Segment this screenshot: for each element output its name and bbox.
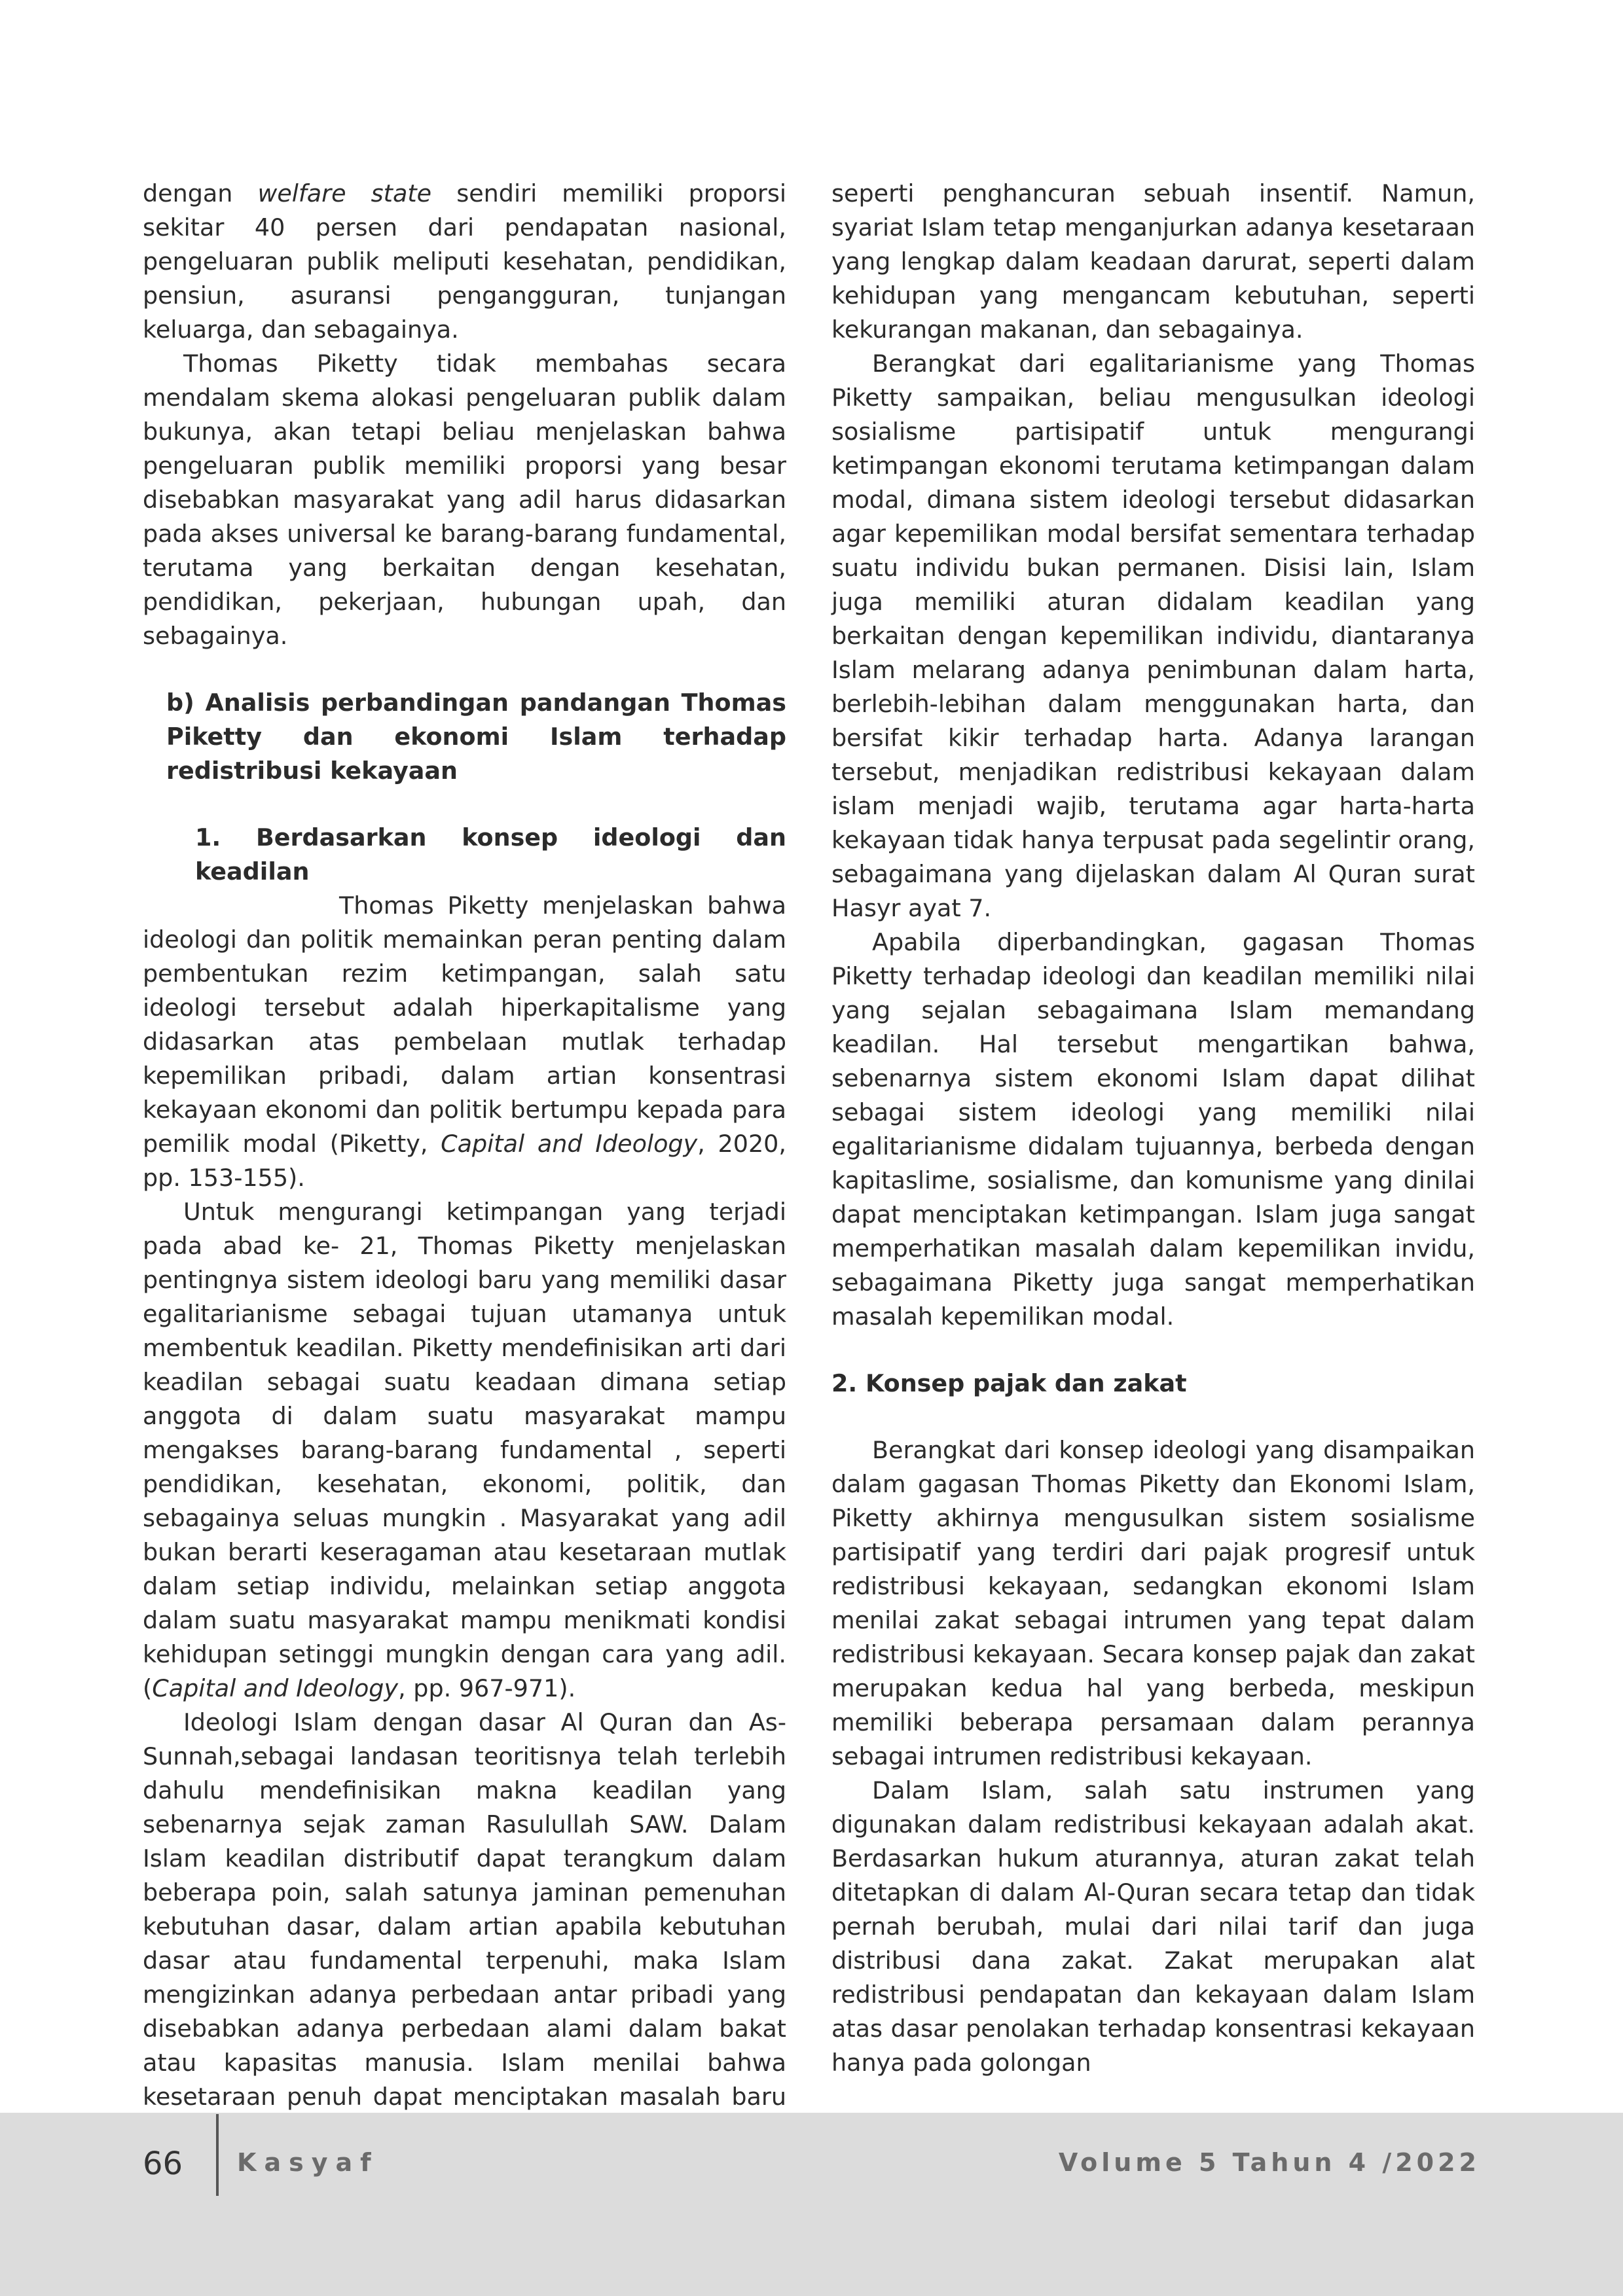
right-column — [831, 177, 1475, 2080]
section-heading-b: b) Analisis perbandingan pandangan Thomas Piketty dan ekonomi Islam terhadap redistribusi kekayaan — [166, 689, 786, 785]
italic-citation: Capital and Ideology — [152, 1674, 399, 1702]
journal-name: Kasyaf — [237, 2148, 379, 2177]
italic-citation: Capital and Ideology — [441, 1130, 698, 1158]
footer-divider — [216, 2114, 219, 2196]
text-run: Thomas Piketty menjelaskan bahwa ideologi dan politik memainkan peran penting dalam pembentukan rezim ketimpangan, salah satu ideologi tersebut adalah hiperkapitalisme yang didasarkan atas pembelaan mutlak terhadap kepemilikan pribadi, dalam artian konsentrasi kekayaan ekonomi dan politik bertumpu kepada para pemilik modal (Piketty, — [143, 891, 786, 1158]
footer-bar — [0, 2113, 1623, 2296]
text-run: , 2020, pp. 153-155). — [143, 1130, 786, 1192]
volume-info: Volume 5 Tahun 4 /2022 — [1058, 2148, 1480, 2177]
subsection-heading-2: 2. Konsep pajak dan zakat — [831, 1369, 1187, 1397]
left-paragraph-5: Ideologi Islam dengan dasar Al Quran dan As-Sunnah,sebagai landasan teoritisnya telah terlebih dahulu mendefinisikan makna keadilan yang sebenarnya sejak zaman Rasulullah SAW. Dalam Islam keadilan distributif dapat terangkum dalam beberapa poin, salah satunya jaminan pemenuhan kebutuhan dasar, dalam artian apabila kebutuhan dasar atau fundamental terpenuhi, maka Islam mengizinkan adanya perbedaan antar pribadi yang disebabkan adanya perbedaan alami dalam bakat atau kapasitas manusia. Islam menilai bahwa kesetaraan penuh dapat menciptakan masalah baru — [143, 1708, 786, 2111]
right-paragraph-4: Berangkat dari konsep ideologi yang disampaikan dalam gagasan Thomas Piketty dan Ekonomi Islam, Piketty akhirnya mengusulkan sistem sosialisme partisipatif yang terdiri dari pajak progresif untuk redistribusi kekayaan, sedangkan ekonomi Islam menilai zakat sebagai intrumen yang tepat dalam redistribusi kekayaan. Secara konsep pajak dan zakat merupakan kedua hal yang berbeda, meskipun memiliki beberapa persamaan dalam perannya sebagai intrumen redistribusi kekayaan. — [831, 1436, 1475, 1770]
text-run: sendiri memiliki proporsi sekitar 40 persen dari pendapatan nasional, pengeluaran publik meliputi kesehatan, pendidikan, pensiun, asuransi pengangguran, tunjangan keluarga, dan sebagainya. — [143, 179, 786, 344]
text-run: Untuk mengurangi ketimpangan yang terjadi pada abad ke- 21, Thomas Piketty menjelaskan pentingnya sistem ideologi baru yang memiliki dasar egalitarianisme sebagai tujuan utamanya untuk membentuk keadilan. Piketty mendefinisikan arti dari keadilan sebagai suatu keadaan dimana setiap anggota di dalam suatu masyarakat mampu mengakses barang-barang fundamental , seperti pendidikan, kesehatan, ekonomi, politik, dan sebagainya seluas mungkin . Masyarakat yang adil bukan berarti keseragaman atau kesetaraan mutlak dalam setiap individu, melainkan setiap anggota dalam suatu masyarakat mampu menikmati kondisi kehidupan setinggi mungkin dengan cara yang adil. ( — [143, 1198, 786, 1702]
text-run: dengan — [143, 179, 258, 207]
right-paragraph-5: Dalam Islam, salah satu instrumen yang digunakan dalam redistribusi kekayaan adalah akat. Berdasarkan hukum aturannya, aturan zakat telah ditetapkan di dalam Al-Quran secara tetap dan tidak pernah berubah, mulai dari nilai tarif dan juga distribusi dana zakat. Zakat merupakan alat redistribusi pendapatan dan kekayaan dalam Islam atas dasar penolakan terhadap konsentrasi kekayaan hanya pada golongan — [831, 1776, 1475, 2077]
left-column — [143, 177, 786, 2148]
page-number: 66 — [143, 2145, 183, 2182]
text-run: , pp. 967-971). — [398, 1674, 576, 1702]
subsection-heading-1: 1. Berdasarkan konsep ideologi dan keadilan — [195, 823, 786, 886]
right-paragraph-2: Berangkat dari egalitarianisme yang Thomas Piketty sampaikan, beliau mengusulkan ideologi sosialisme partisipatif untuk mengurangi ketimpangan ekonomi terutama ketimpangan dalam modal, dimana sistem ideologi tersebut didasarkan agar kepemilikan modal bersifat sementara terhadap suatu individu bukan permanen. Disisi lain, Islam juga memiliki aturan didalam keadilan yang berkaitan dengan kepemilikan individu, diantaranya Islam melarang adanya penimbunan dalam harta, berlebih-lebihan dalam menggunakan harta, dan bersifat kikir terhadap harta. Adanya larangan tersebut, menjadikan redistribusi kekayaan dalam islam menjadi wajib, terutama agar harta-harta kekayaan tidak hanya terpusat pada segelintir orang, sebagaimana yang dijelaskan dalam Al Quran surat Hasyr ayat 7. — [831, 350, 1475, 922]
left-paragraph-4 — [143, 1195, 786, 1706]
left-paragraph-2: Thomas Piketty tidak membahas secara mendalam skema alokasi pengeluaran publik dalam bukunya, akan tetapi beliau menjelaskan bahwa pengeluaran publik memiliki proporsi yang besar disebabkan masyarakat yang adil harus didasarkan pada akses universal ke barang-barang fundamental, terutama yang berkaitan dengan kesehatan, pendidikan, pekerjaan, hubungan upah, dan sebagainya. — [143, 350, 786, 650]
right-paragraph-1: seperti penghancuran sebuah insentif. Namun, syariat Islam tetap menganjurkan adanya kesetaraan yang lengkap dalam keadaan darurat, seperti dalam kehidupan yang mengancam kebutuhan, seperti kekurangan makanan, dan sebagainya. — [831, 179, 1475, 344]
left-paragraph-3 — [143, 889, 786, 1195]
italic-term: welfare state — [257, 179, 432, 207]
left-paragraph-1 — [143, 177, 786, 347]
right-paragraph-3: Apabila diperbandingkan, gagasan Thomas Piketty terhadap ideologi dan keadilan memiliki nilai yang sejalan sebagaimana Islam memandang keadilan. Hal tersebut mengartikan bahwa, sebenarnya sistem ekonomi Islam dapat dilihat sebagai sistem ideologi yang memiliki nilai egalitarianisme didalam tujuannya, berbeda dengan kapitaslime, sosialisme, dan komunisme yang dinilai dapat menciptakan ketimpangan. Islam juga sangat memperhatikan masalah dalam kepemilikan invidu, sebagaimana Piketty juga sangat memperhatikan masalah kepemilikan modal. — [831, 928, 1475, 1331]
